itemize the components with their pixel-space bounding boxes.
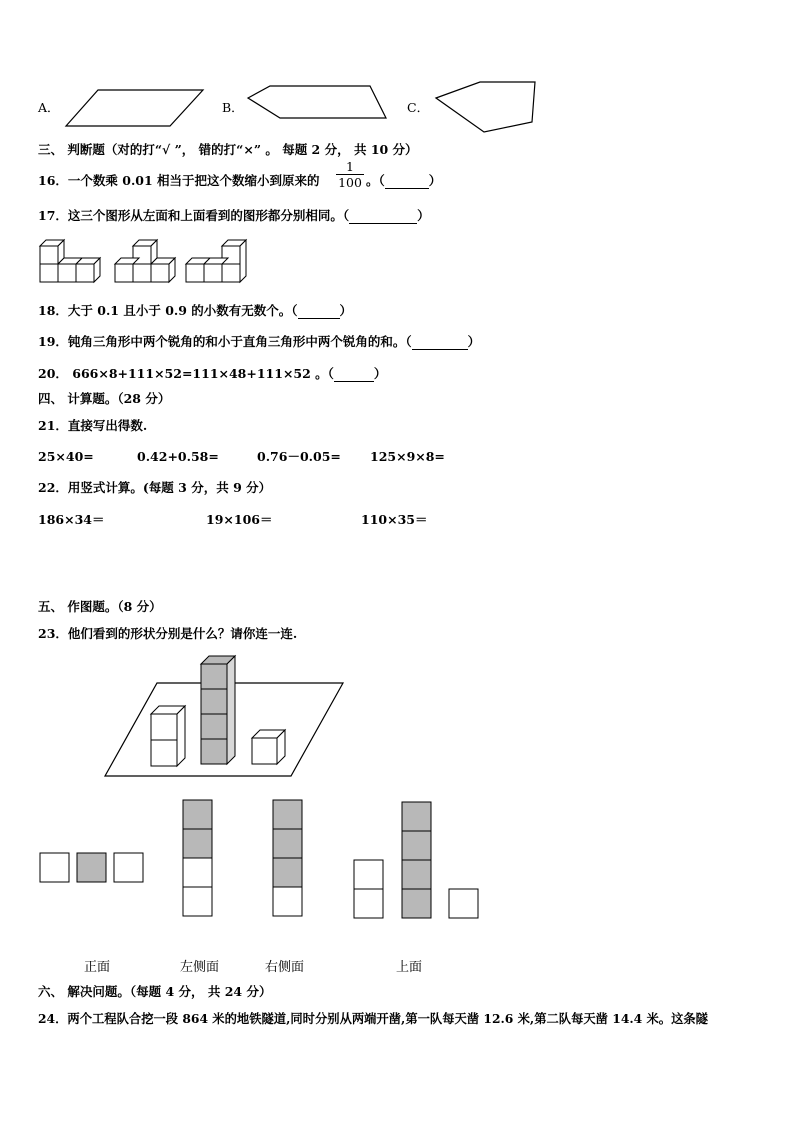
q16-open: 。（	[366, 173, 385, 188]
calc-4: 125×9×8=	[370, 449, 445, 464]
vertical-calc-3: 110×35＝	[361, 512, 428, 527]
q19-label: 19．钝角三角形中两个锐角的和小于直角三角形中两个锐角的和。（	[38, 334, 412, 349]
option-b-label: B．	[222, 100, 244, 115]
q23-left-stack	[151, 706, 185, 766]
section6-heading: 六、 解决问题。（每题 4 分， 共 24 分）	[38, 984, 272, 999]
q20-close: ）	[373, 366, 387, 381]
q17-label: 17．这三个图形从左面和上面看到的图形都分别相同。（	[38, 208, 350, 223]
q19-close: ）	[467, 334, 481, 349]
q20-text	[38, 366, 386, 382]
q16-text	[38, 173, 320, 189]
q17-figure-1	[40, 240, 100, 282]
calc-1: 25×40=	[38, 449, 94, 464]
q18-blank[interactable]	[298, 306, 340, 319]
q23-tall-stack	[201, 656, 235, 764]
q18-close: ）	[339, 303, 353, 318]
q16-answer	[366, 173, 441, 189]
q17-close: ）	[417, 208, 430, 223]
q16-prefix: 16．一个数乘 0.01 相当于把这个数缩小到原来的	[38, 173, 320, 188]
q19-text	[38, 334, 480, 350]
option-b-hexagon	[248, 86, 386, 118]
q16-blank[interactable]	[385, 176, 429, 189]
q23-text: 23．他们看到的形状分别是什么？请你连一连.	[38, 626, 298, 641]
option-c-label: C．	[407, 100, 430, 115]
section5-heading: 五、 作图题。（8 分）	[38, 599, 162, 614]
label-top: 上面	[396, 960, 423, 975]
q19-blank[interactable]	[412, 337, 468, 350]
q22-text: 22．用竖式计算。(每题 3 分，共 9 分）	[38, 480, 272, 495]
q16-fraction	[336, 159, 364, 190]
section3-heading: 三、 判断题（对的打“√ ”， 错的打“×” 。 每题 2 分， 共 10 分）	[38, 142, 418, 157]
view-left-side	[183, 800, 212, 916]
calc-3: 0.76－0.05=	[257, 449, 341, 464]
q20-label: 20． 666×8+111×52=111×48+111×52 。（	[38, 366, 334, 381]
q16-numerator: 1	[346, 159, 354, 174]
view-top	[354, 802, 478, 918]
q24-text: 24．两个工程队合挖一段 864 米的地铁隧道,同时分别从两端开凿,第一队每天凿 12.6 米,第二队每天凿 14.4 米。这条隧	[38, 1011, 708, 1026]
q16-close: ）	[428, 173, 442, 188]
q17-text	[38, 208, 430, 224]
q17-figure-3	[186, 240, 246, 282]
q17-blank[interactable]	[349, 211, 417, 224]
q23-single-cube	[252, 730, 285, 764]
label-right-side: 右侧面	[265, 960, 305, 975]
view-right-side	[273, 800, 302, 916]
option-c-pentagon	[436, 82, 535, 132]
option-a-parallelogram	[66, 90, 203, 126]
vertical-calc-1: 186×34＝	[38, 512, 105, 527]
label-front: 正面	[84, 960, 111, 975]
option-a-label: A．	[38, 100, 60, 115]
q17-figure-2	[115, 240, 175, 282]
q18-text	[38, 303, 352, 319]
q20-blank[interactable]	[334, 369, 374, 382]
label-left-side: 左侧面	[180, 960, 220, 975]
q21-text: 21．直接写出得数.	[38, 418, 148, 433]
q18-label: 18．大于 0.1 且小于 0.9 的小数有无数个。（	[38, 303, 298, 318]
q16-denominator: 100	[338, 175, 362, 190]
section4-heading: 四、 计算题。（28 分）	[38, 391, 171, 406]
vertical-calc-2: 19×106＝	[206, 512, 273, 527]
view-front	[40, 853, 143, 882]
calc-2: 0.42+0.58=	[137, 449, 219, 464]
